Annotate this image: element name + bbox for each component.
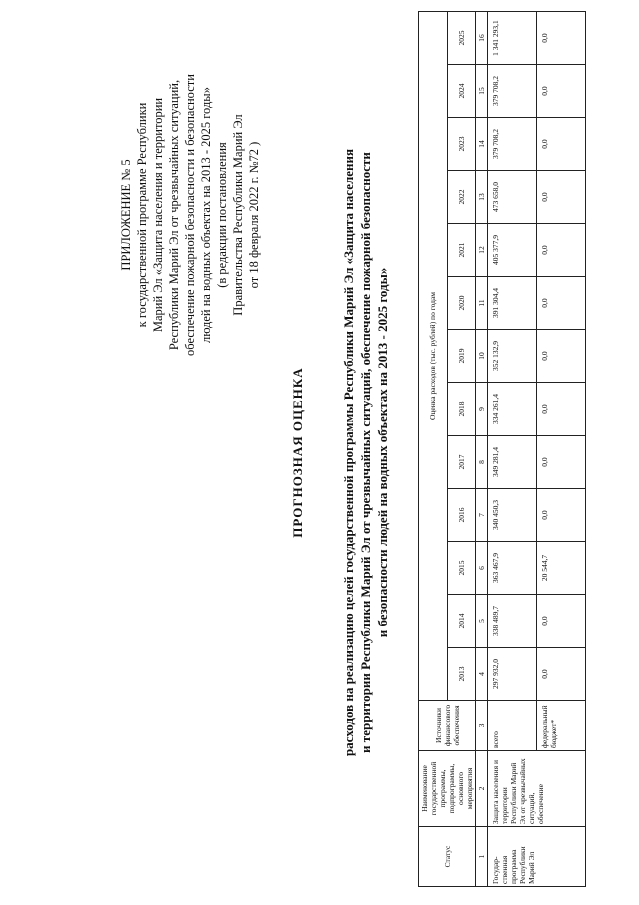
- column-number: 12: [476, 224, 488, 277]
- header-year: 2019: [447, 330, 476, 383]
- table-cell: 334 261,4: [488, 383, 537, 436]
- table-cell: 0,0: [537, 12, 586, 65]
- header-year: 2021: [447, 224, 476, 277]
- header-year: 2025: [447, 12, 476, 65]
- column-number: 1: [476, 827, 488, 887]
- table-cell: 20 544,7: [537, 542, 586, 595]
- column-number: 13: [476, 171, 488, 224]
- column-number: 9: [476, 383, 488, 436]
- table-cell: 379 708,2: [488, 65, 537, 118]
- table-cell: 379 708,2: [488, 118, 537, 171]
- appendix-line: Республики Марий Эл от чрезвычайных ситуаций,: [167, 79, 181, 351]
- column-number: 2: [476, 751, 488, 827]
- column-number: 3: [476, 701, 488, 751]
- header-estimate: Оценка расходов (тыс. рублей) по годам: [419, 12, 448, 701]
- header-year: 2020: [447, 277, 476, 330]
- header-year: 2016: [447, 489, 476, 542]
- appendix-line: (в редакции постановления: [215, 142, 229, 288]
- table-cell: 0,0: [537, 330, 586, 383]
- table-cell: 297 932,0: [488, 648, 537, 701]
- table-cell: 1 341 293,1: [488, 12, 537, 65]
- table-cell: 363 467,9: [488, 542, 537, 595]
- table-cell: 338 489,7: [488, 595, 537, 648]
- row-source: федеральный бюджет*: [537, 701, 586, 751]
- table-cell: 0,0: [537, 277, 586, 330]
- appendix-line: Марий Эл «Защита населения и территории: [151, 97, 165, 333]
- header-year: 2013: [447, 648, 476, 701]
- appendix-line: к государственной программе Республики: [135, 102, 149, 328]
- table-cell: 352 132,9: [488, 330, 537, 383]
- document-title: ПРОГНОЗНАЯ ОЦЕНКА: [290, 367, 305, 538]
- header-year: 2018: [447, 383, 476, 436]
- appendix-line: обеспечение пожарной безопасности и безопасности: [183, 74, 197, 356]
- column-number: 4: [476, 648, 488, 701]
- table-cell: 0,0: [537, 224, 586, 277]
- header-name: Наименование государственной программы, подпрограммы, основного мероприятия: [419, 751, 476, 827]
- table-cell: 0,0: [537, 383, 586, 436]
- row-name: Защита населения и территории Республики Марий Эл от чрезвычайных ситуаций, обеспечение: [488, 751, 586, 827]
- appendix-line: ПРИЛОЖЕНИЕ № 5: [119, 159, 133, 271]
- table-cell: 0,0: [537, 436, 586, 489]
- document-subtitle-line: расходов на реализацию целей государственной программы Республики Марий Эл «Защита населения: [341, 148, 356, 757]
- column-number: 7: [476, 489, 488, 542]
- header-source: Источники финансового обеспечения: [419, 701, 476, 751]
- appendix-line: от 18 февраля 2022 г. №72 ): [247, 141, 261, 289]
- column-number: 10: [476, 330, 488, 383]
- column-number: 5: [476, 595, 488, 648]
- appendix-line: людей на водных объектах на 2013 - 2025 годы»: [199, 87, 213, 343]
- table-cell: 0,0: [537, 118, 586, 171]
- table-cell: 0,0: [537, 171, 586, 224]
- table-cell: 405 377,9: [488, 224, 537, 277]
- table-cell: 391 304,4: [488, 277, 537, 330]
- row-source: всего: [488, 701, 537, 751]
- appendix-line: Правительства Республики Марий Эл: [231, 114, 245, 316]
- header-year: 2022: [447, 171, 476, 224]
- row-status: Государ-ственная программа Республики Марий Эл: [488, 827, 586, 887]
- header-year: 2017: [447, 436, 476, 489]
- header-year: 2023: [447, 118, 476, 171]
- column-number: 11: [476, 277, 488, 330]
- table-cell: 349 281,4: [488, 436, 537, 489]
- table-cell: 0,0: [537, 489, 586, 542]
- column-number: 8: [476, 436, 488, 489]
- appendix-block: [118, 25, 262, 405]
- document-subtitle-line: и безопасности людей на водных объектах на 2013 - 2025 годы»: [375, 267, 390, 638]
- column-number: 14: [476, 118, 488, 171]
- table-cell: 0,0: [537, 65, 586, 118]
- column-number: 6: [476, 542, 488, 595]
- table-cell: 340 450,3: [488, 489, 537, 542]
- column-number: 16: [476, 12, 488, 65]
- estimate-table: [418, 11, 586, 887]
- table-cell: 0,0: [537, 648, 586, 701]
- header-year: 2015: [447, 542, 476, 595]
- table-row: [488, 12, 537, 887]
- column-number: 15: [476, 65, 488, 118]
- header-year: 2024: [447, 65, 476, 118]
- document-heading: [290, 0, 391, 905]
- table-cell: 473 658,0: [488, 171, 537, 224]
- document-subtitle-line: и территории Республики Марий Эл от чрезвычайных ситуаций, обеспечение пожарной безопасности: [358, 152, 373, 753]
- header-status: Статус: [419, 827, 476, 887]
- header-year: 2014: [447, 595, 476, 648]
- table-cell: 0,0: [537, 595, 586, 648]
